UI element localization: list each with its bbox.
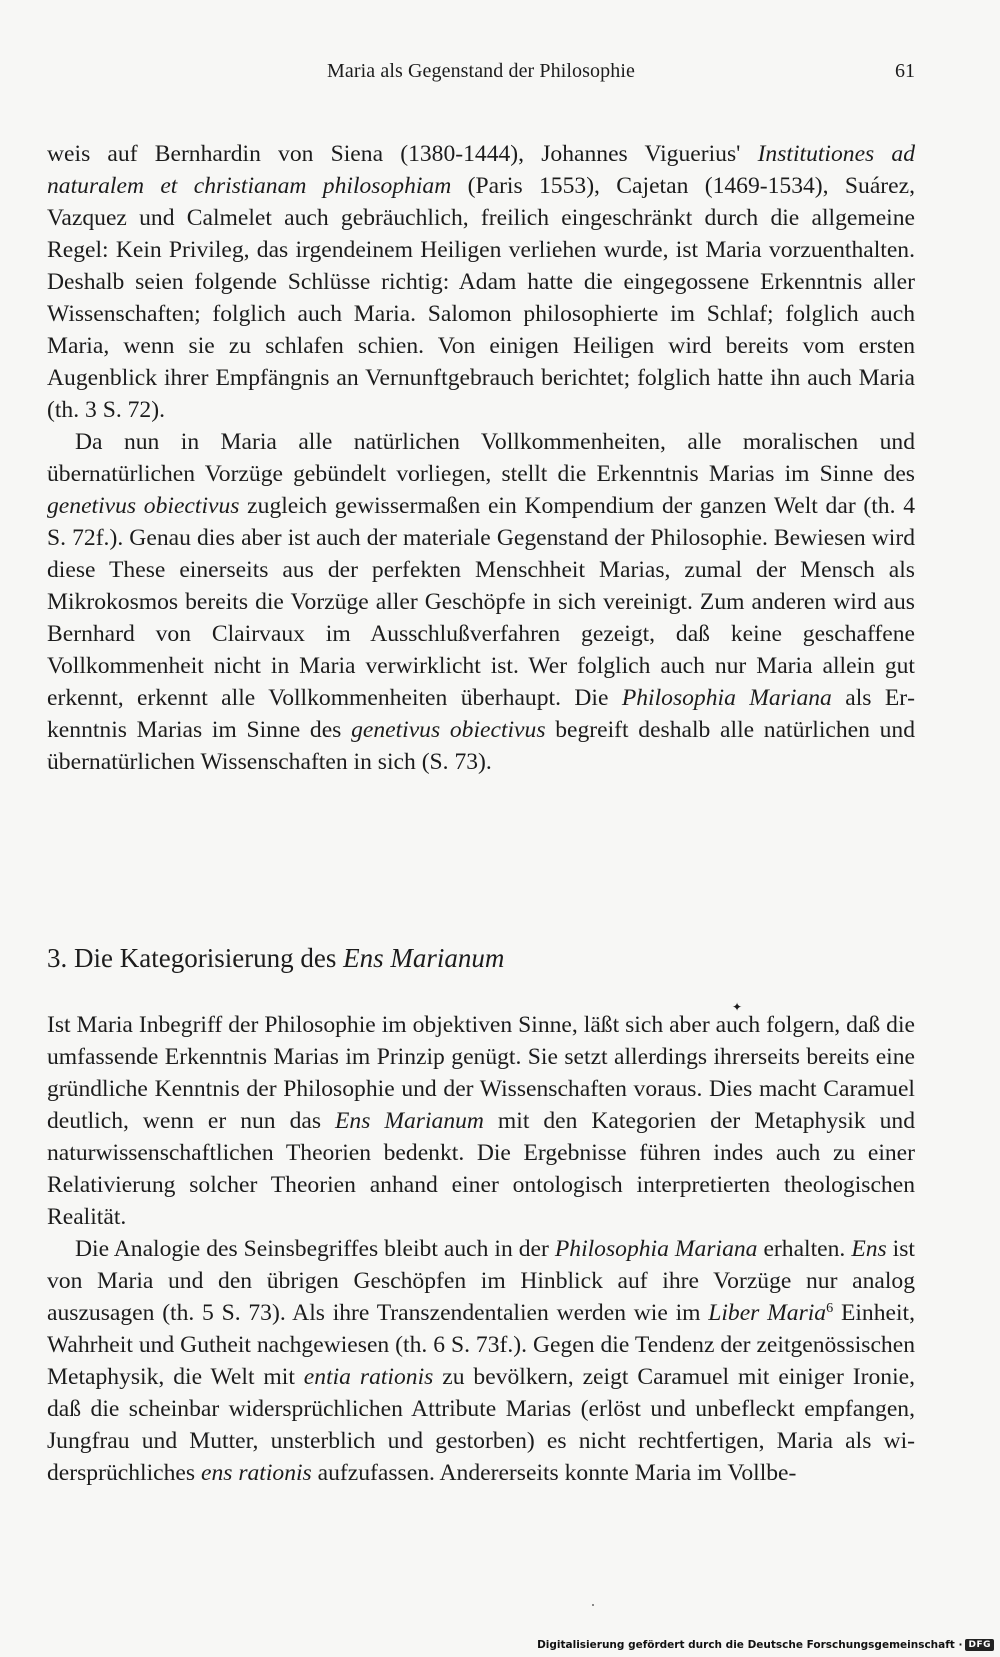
running-title: Maria als Gegenstand der Philosophie [327, 60, 635, 82]
text-run: zugleich gewissermaßen ein Kompendium der ganzen Welt dar (th. 4 S. 72f.). Genau dies aber ist auch der materiale Gegenstand der Philosophie. Bewiesen wird diese These einerseits aus der perfekten Menschheit Marias, zumal der Mensch als Mikrokosmos bereits die Vorzüge aller Geschöpfe in sich vereinigt. Zum anderen wird aus Bernhard von Clairvaux im Ausschlußverfahren gezeigt, daß keine geschaffene Vollkommenheit nicht in Maria verwirklicht ist. Wer folglich auch nur Maria allein gut erkennt, erkennt alle Vollkommenheiten überhaupt. Die [47, 493, 916, 711]
dfg-logo-icon: DFG [965, 1639, 994, 1651]
paragraph [47, 138, 915, 426]
text-run: mit den Kategorien der Metaphysik und naturwissenschaftlichen Theorien bedenkt. Die Ergebnisse führen indes auch zu einer Relativierung solcher Theorien anhand einer ontologisch interpretierten theologischen Realität. [47, 1108, 916, 1230]
text-run: ist von Maria und den übrigen Geschöpfen im Hinblick auf ihre Vorzüge nur analog auszusagen (th. 5 S. 73). Als ihre Transzendentalien werden wie im [47, 1236, 915, 1326]
paragraph [47, 426, 915, 778]
scan-mark: ✦ [732, 1000, 743, 1014]
italic-term: Philosophia Mariana [554, 1236, 758, 1262]
text-run: Die Analogie des Seinsbegriffes bleibt auch in der [75, 1236, 555, 1262]
scan-dot [592, 1604, 594, 1606]
text-run: erhalten. [757, 1236, 852, 1262]
italic-term: genetivus obiectivus [351, 717, 546, 743]
text-run: Da nun in Maria alle natürlichen Vollkommenheiten, alle moralischen und übernatürlichen Vorzüge gebündelt vorliegen, stellt die Erkenntnis Marias im Sinne des [47, 429, 915, 487]
running-header [47, 60, 915, 92]
text-run: weis auf Bernhardin von Siena (1380-1444), Johannes Viguerius' [47, 141, 758, 167]
text-run: Einheit, Wahrheit und Gutheit nachgewiesen (th. 6 S. 73f.). Gegen die Tendenz der zeitgenössischen Metaphysik, die Welt mit [47, 1300, 915, 1390]
digitization-footer [537, 1639, 994, 1651]
paragraph [47, 1233, 915, 1489]
text-run: zu bevölkern, zeigt Caramuel mit einiger Ironie, daß die scheinbar widersprüchlichen Attribute Marias (erlöst und unbefleckt empfangen, Jungfrau und Mutter, unsterblich und gestorben) es nicht rechtfertigen, Maria als widersprüchliches [47, 1364, 916, 1486]
footnote-marker: 6 [826, 1300, 834, 1317]
italic-term: Ens Marianum [334, 1108, 484, 1134]
text-run: (Paris 1553), Cajetan (1469-1534), Suárez, Vazquez und Calmelet auch gebräuchlich, freilich eingeschränkt durch die allgemeine Regel: Kein Privileg, das irgendeinem Heiligen verliehen wurde, ist Maria vorzuenthalten. Deshalb seien folgende Schlüsse richtig: Adam hatte die eingegossene Erkenntnis aller Wissenschaften; folglich auch Maria. Salomon philosophierte im Schlaf; folglich auch Maria, wenn sie zu schlafen schien. Von einigen Heiligen wird bereits vom ersten Augenblick ihrer Empfängnis an Vernunftgebrauch berichtet; folglich hatte ihn auch Maria (th. 3 S. 72). [47, 173, 915, 423]
text-run: Ist Maria Inbegriff der Philosophie im objektiven Sinne, läßt sich aber auch folgern, daß die umfassende Erkenntnis Marias im Prinzip genügt. Sie setzt allerdings ihrerseits bereits eine gründliche Kenntnis der Philosophie und der Wissenschaften voraus. Dies macht Caramuel deutlich, wenn er nun das [47, 1012, 915, 1134]
text-run: begreift deshalb alle natürlichen und übernatürlichen Wissenschaften in sich (S. 73). [47, 717, 916, 775]
heading-italic: Ens Marianum [343, 943, 505, 973]
italic-term: ens rationis [200, 1460, 312, 1486]
italic-term: entia rationis [303, 1364, 434, 1390]
italic-title: Institutiones ad naturalem et christianam philosophiam [47, 141, 915, 199]
section-heading [47, 940, 915, 976]
heading-text: 3. Die Kategorisierung des [47, 943, 344, 973]
italic-term: Liber Maria [708, 1300, 827, 1326]
italic-term: genetivus obiectivus [47, 493, 240, 519]
text-block-1 [47, 138, 915, 778]
italic-term: Philosophia Mariana [621, 685, 832, 711]
text-run: aufzufassen. Andererseits konnte Maria im Vollbe- [311, 1460, 797, 1486]
paragraph [47, 1009, 915, 1233]
italic-term: Ens [851, 1236, 887, 1262]
text-run: als Erkenntnis Marias im Sinne des [47, 685, 915, 743]
footer-text: Digitalisierung gefördert durch die Deutsche Forschungsgemeinschaft · [537, 1639, 963, 1651]
text-block-2 [47, 1009, 915, 1489]
page-number: 61 [895, 60, 915, 82]
